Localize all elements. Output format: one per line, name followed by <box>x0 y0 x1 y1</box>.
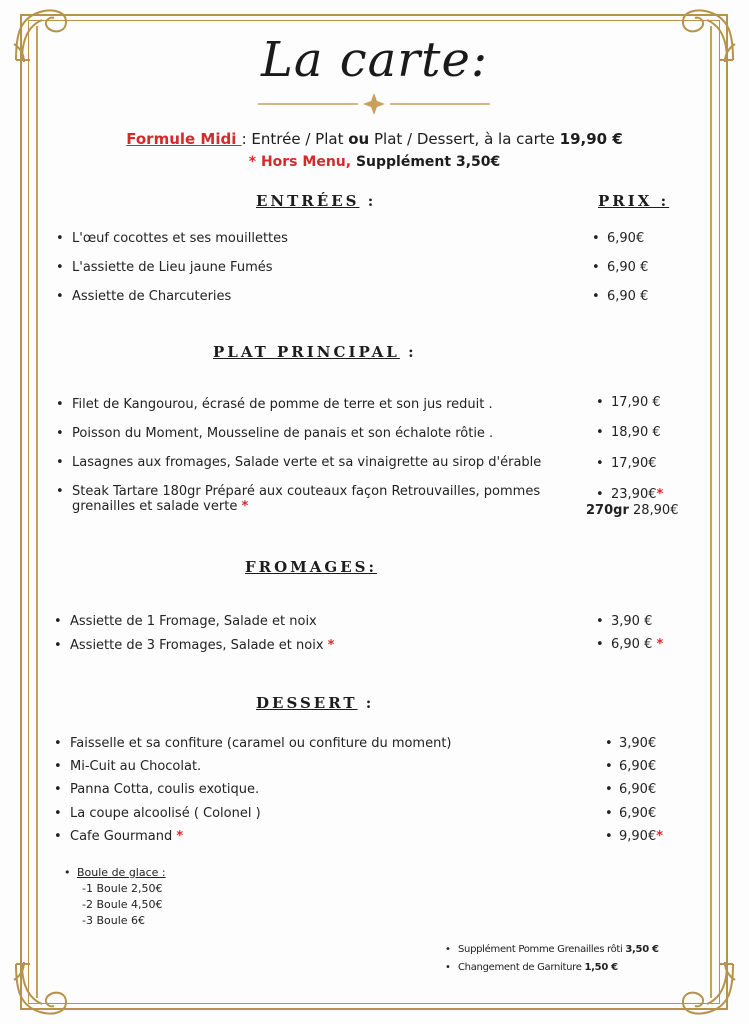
entrees-heading: ENTRÉES <box>256 192 360 210</box>
garniture-note-price: 1,50 € <box>584 962 618 973</box>
menu-item-price: 17,90€ <box>611 456 657 471</box>
menu-item: Lasagnes aux fromages, Salade verte et sa vinaigrette au sirop d'érable <box>72 455 542 470</box>
garniture-note-text: Changement de Garniture <box>458 962 585 973</box>
hors-menu-star: * <box>241 499 249 514</box>
bullet-icon: • <box>54 829 62 844</box>
bullet-icon: • <box>54 782 62 797</box>
bullet-icon: • <box>596 425 604 440</box>
bullet-icon: • <box>605 736 613 751</box>
title-divider-icon <box>258 92 490 116</box>
bullet-icon: • <box>605 759 613 774</box>
bullet-icon: • <box>592 231 600 246</box>
hors-menu-star: * <box>327 638 335 653</box>
hors-menu-star: * <box>656 637 664 652</box>
section-heading-plat <box>213 343 417 361</box>
hors-menu-text: Supplément 3,50€ <box>351 154 501 170</box>
page-title: La carte: <box>260 32 489 88</box>
glace-heading: Boule de glace : <box>77 866 166 879</box>
menu-item-price: 6,90 € <box>607 260 649 275</box>
bullet-icon: • <box>596 456 604 471</box>
menu-item: Assiette de 1 Fromage, Salade et noix <box>70 614 317 629</box>
bullet-icon: • <box>54 736 62 751</box>
menu-item-line2-text: grenailles et salade verte <box>72 499 238 514</box>
menu-item-price: 6,90€ <box>619 759 657 774</box>
menu-item-text: Assiette de 3 Fromages, Salade et noix <box>70 638 324 653</box>
formule-text-2: Plat / Dessert, à la carte <box>369 130 560 148</box>
dessert-heading: DESSERT <box>256 694 358 712</box>
bullet-icon: • <box>56 484 64 499</box>
supplement-note-text: Supplément Pomme Grenailles rôti <box>458 944 626 955</box>
bullet-icon: • <box>605 829 613 844</box>
glace-line: -1 Boule 2,50€ <box>82 882 163 895</box>
entrees-heading-suffix: : <box>359 192 377 210</box>
bullet-icon: • <box>56 289 64 304</box>
menu-item-price: 6,90€ <box>619 806 657 821</box>
corner-ornament-icon <box>677 958 739 1020</box>
hors-menu-star: * <box>176 829 184 844</box>
menu-item: Mi-Cuit au Chocolat. <box>70 759 202 774</box>
bullet-icon: • <box>592 289 600 304</box>
glace-line: -2 Boule 4,50€ <box>82 898 163 911</box>
bullet-icon: • <box>605 806 613 821</box>
bullet-icon: • <box>592 260 600 275</box>
menu-item-price: 3,90 € <box>611 614 653 629</box>
alt-weight: 270gr <box>586 503 629 518</box>
alt-price: 28,90€ <box>628 503 679 518</box>
menu-item: Filet de Kangourou, écrasé de pomme de terre et son jus reduit . <box>72 397 493 412</box>
menu-item-price-value: 23,90€ <box>611 487 657 502</box>
menu-item: La coupe alcoolisé ( Colonel ) <box>70 806 261 821</box>
menu-item-price: 6,90 € <box>607 289 649 304</box>
menu-item-line2 <box>72 499 248 514</box>
menu-item-price: 6,90€ <box>619 782 657 797</box>
bullet-icon: • <box>56 260 64 275</box>
supplement-note <box>458 944 659 955</box>
bullet-icon: • <box>596 614 604 629</box>
menu-item-price-value: 6,90 € <box>611 637 653 652</box>
plats-heading: PLAT PRINCIPAL <box>213 343 400 361</box>
formule-price: 19,90 € <box>559 130 623 148</box>
frame-line-right <box>710 26 712 998</box>
bullet-icon: • <box>56 231 64 246</box>
plats-heading-suffix: : <box>399 343 417 361</box>
bullet-icon: • <box>54 759 62 774</box>
section-heading-entrees <box>256 192 376 210</box>
supplement-note-price: 3,50 € <box>625 944 659 955</box>
bullet-icon: • <box>64 866 71 879</box>
fromages-heading: FROMAGES: <box>245 558 378 576</box>
menu-item-price: 6,90€ <box>607 231 645 246</box>
bullet-icon: • <box>56 455 64 470</box>
menu-item-price <box>611 637 663 652</box>
dessert-heading-suffix: : <box>357 694 375 712</box>
menu-item-alt-price <box>586 503 678 518</box>
bullet-icon: • <box>596 395 604 410</box>
bullet-icon: • <box>54 638 62 653</box>
hors-menu-star: * <box>656 487 664 502</box>
menu-item-line1: Steak Tartare 180gr Préparé aux couteaux façon Retrouvailles, pommes <box>72 484 541 499</box>
menu-item-price: 18,90 € <box>611 425 661 440</box>
menu-item: Assiette de Charcuteries <box>72 289 232 304</box>
bullet-icon: • <box>54 806 62 821</box>
bullet-icon: • <box>54 614 62 629</box>
menu-item: Panna Cotta, coulis exotique. <box>70 782 260 797</box>
bullet-icon: • <box>445 962 451 973</box>
frame-line-left <box>36 26 38 998</box>
section-heading-fromages <box>245 558 377 576</box>
menu-item-price: 3,90€ <box>619 736 657 751</box>
formule-text-1: : Entrée / Plat <box>241 130 349 148</box>
bullet-icon: • <box>605 782 613 797</box>
menu-item: L'assiette de Lieu jaune Fumés <box>72 260 273 275</box>
corner-ornament-icon <box>10 958 72 1020</box>
garniture-note <box>458 962 618 973</box>
menu-item: L'œuf cocottes et ses mouillettes <box>72 231 288 246</box>
menu-item-text: Cafe Gourmand <box>70 829 173 844</box>
bullet-icon: • <box>596 487 604 502</box>
bullet-icon: • <box>56 426 64 441</box>
menu-item-price <box>619 829 663 844</box>
menu-item-price-value: 9,90€ <box>619 829 657 844</box>
formule-midi-line <box>0 130 749 148</box>
formule-ou: ou <box>348 130 370 148</box>
hors-menu-star: * <box>656 829 664 844</box>
glace-line: -3 Boule 6€ <box>82 914 146 927</box>
hors-menu-line <box>0 154 749 170</box>
menu-item-price: 17,90 € <box>611 395 661 410</box>
menu-item: Faisselle et sa confiture (caramel ou confiture du moment) <box>70 736 452 751</box>
bullet-icon: • <box>596 637 604 652</box>
menu-item <box>70 829 183 844</box>
section-heading-dessert <box>256 694 374 712</box>
menu-item-price <box>611 487 663 502</box>
menu-item: Poisson du Moment, Mousseline de panais et son échalote rôtie . <box>72 426 494 441</box>
formule-label: Formule Midi <box>126 130 242 148</box>
hors-menu-label: * Hors Menu, <box>248 154 352 170</box>
prix-heading: PRIX : <box>598 192 670 210</box>
bullet-icon: • <box>56 397 64 412</box>
bullet-icon: • <box>445 944 451 955</box>
menu-item <box>70 638 334 653</box>
